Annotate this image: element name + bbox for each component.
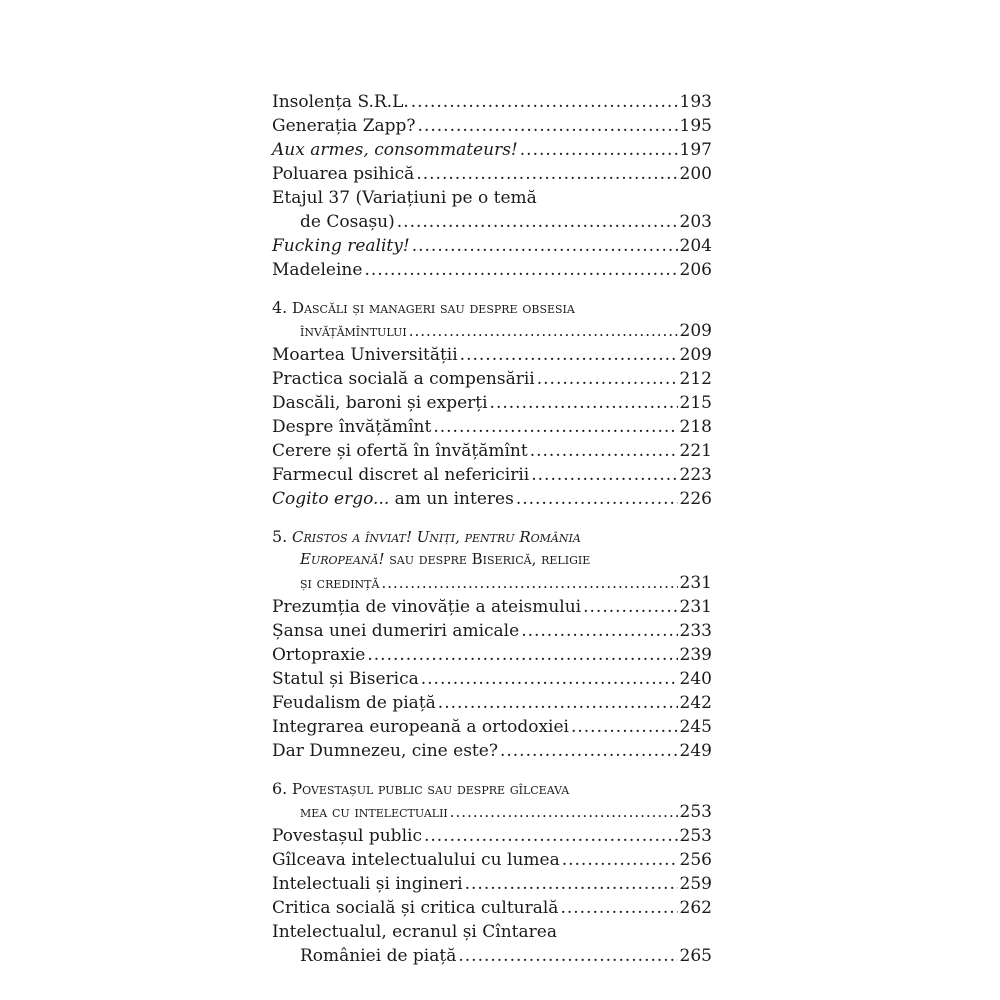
dot-leader: [530, 439, 678, 463]
entry-title: Ortopraxie: [272, 645, 366, 665]
section-title-line: mea cu intelectualii: [300, 803, 448, 821]
page-number: 256: [679, 850, 712, 870]
page-number: 197: [679, 140, 712, 160]
entry-title: Feudalism de piață: [272, 693, 436, 713]
section-heading: [272, 525, 712, 548]
section-title-line: învățămîntului: [300, 322, 407, 340]
dot-leader: [458, 944, 677, 968]
toc-entry: [272, 415, 712, 439]
page-number: 253: [679, 802, 712, 822]
entry-title: Integrarea europeană a ortodoxiei: [272, 717, 569, 737]
entry-title: Dascăli, baroni și experți: [272, 393, 488, 413]
page-number: 239: [679, 645, 712, 665]
dot-leader: [438, 691, 678, 715]
section-heading: [272, 296, 712, 319]
dot-leader: [412, 234, 678, 258]
toc-entry: [272, 848, 712, 872]
toc-entry: [272, 667, 712, 691]
dot-leader: [460, 343, 678, 367]
section-entry: [272, 800, 712, 824]
entry-title: Poluarea psihică: [272, 164, 415, 184]
entry-title: Moartea Universității: [272, 345, 458, 365]
section-number: 4.: [272, 298, 288, 317]
entry-title: Gîlceava intelectualului cu lumea: [272, 850, 560, 870]
dot-leader: [537, 367, 678, 391]
section-title-rest: sau despre Biserică, religie: [384, 550, 591, 568]
entry-title: Statul și Biserica: [272, 669, 419, 689]
page-number: 249: [679, 741, 712, 761]
section-title-line: Cristos a înviat! Uniți, pentru România: [292, 528, 581, 546]
page-number: 253: [679, 826, 712, 846]
toc-entry: [272, 619, 712, 643]
toc-entry: [272, 162, 712, 186]
page-number: 245: [679, 717, 712, 737]
toc-entry: [272, 715, 712, 739]
dot-leader: [450, 800, 678, 824]
toc-entry: [272, 343, 712, 367]
entry-title: Dar Dumnezeu, cine este?: [272, 741, 498, 761]
dot-leader: [421, 667, 678, 691]
toc-entry: [272, 595, 712, 619]
dot-leader: [571, 715, 678, 739]
page-number: 215: [679, 393, 712, 413]
section-title-line: Dascăli și manageri sau despre obsesia: [292, 299, 575, 317]
page-number: 203: [679, 212, 712, 232]
page-number: 200: [679, 164, 712, 184]
dot-leader: [416, 162, 677, 186]
section-number: 5.: [272, 527, 288, 546]
dot-leader: [520, 138, 678, 162]
entry-title-line: Etajul 37 (Variațiuni pe o temă: [272, 188, 537, 208]
dot-leader: [418, 114, 678, 138]
section-heading: [272, 777, 712, 800]
toc-entry: [272, 463, 712, 487]
toc-entry: [272, 210, 712, 234]
dot-leader: [397, 210, 678, 234]
entry-title: [272, 487, 514, 511]
page-number: 209: [679, 321, 712, 341]
page-number: 259: [679, 874, 712, 894]
entry-title: Critica socială și critica culturală: [272, 898, 559, 918]
dot-leader: [364, 258, 677, 282]
dot-leader: [424, 824, 678, 848]
entry-title: Generația Zapp?: [272, 116, 416, 136]
toc-entry: [272, 872, 712, 896]
entry-title: de Cosașu): [300, 212, 395, 232]
page-number: 265: [679, 946, 712, 966]
section-entry: [272, 319, 712, 343]
toc-entry: [272, 234, 712, 258]
section-title-line-row: [272, 548, 712, 571]
entry-title: României de piață: [300, 946, 457, 966]
page-number: 193: [679, 92, 712, 112]
dot-leader: [433, 415, 677, 439]
dot-leader: [381, 571, 677, 595]
table-of-contents: [272, 90, 712, 968]
toc-entry: [272, 90, 712, 114]
entry-title: Intelectuali și ingineri: [272, 874, 463, 894]
page-number: 195: [679, 116, 712, 136]
toc-entry: [272, 391, 712, 415]
entry-title: Practica socială a compensării: [272, 369, 535, 389]
entry-title: Povestașul public: [272, 826, 422, 846]
dot-leader: [500, 739, 678, 763]
toc-entry: [272, 439, 712, 463]
dot-leader: [409, 319, 678, 343]
entry-title-line: Intelectualul, ecranul și Cîntarea: [272, 922, 557, 942]
section-title-line: și credință: [300, 574, 380, 592]
dot-leader: [490, 391, 678, 415]
entry-title: Prezumția de vinovăție a ateismului: [272, 597, 582, 617]
toc-entry: [272, 114, 712, 138]
entry-title: Fucking reality!: [272, 236, 410, 256]
page-number: 233: [679, 621, 712, 641]
toc-entry: [272, 944, 712, 968]
toc-entry: [272, 138, 712, 162]
toc-entry: [272, 691, 712, 715]
entry-title: Farmecul discret al nefericirii: [272, 465, 530, 485]
toc-entry: [272, 739, 712, 763]
dot-leader: [583, 595, 677, 619]
page-number: 226: [679, 489, 712, 509]
dot-leader: [531, 463, 677, 487]
entry-title: Despre învățămînt: [272, 417, 432, 437]
dot-leader: [560, 896, 677, 920]
dot-leader: [411, 90, 678, 114]
page-number: 218: [679, 417, 712, 437]
toc-entry: [272, 258, 712, 282]
page-number: 221: [679, 441, 712, 461]
page-number: 223: [679, 465, 712, 485]
toc-entry: [272, 643, 712, 667]
dot-leader: [516, 487, 678, 511]
page-number: 242: [679, 693, 712, 713]
entry-title-rest: am un interes: [389, 489, 514, 509]
entry-title: Aux armes, consommateurs!: [272, 140, 518, 160]
toc-entry: [272, 487, 712, 511]
section-title-italic: Europeană!: [300, 550, 385, 568]
section-number: 6.: [272, 779, 288, 798]
entry-title-italic: Cogito ergo...: [272, 489, 390, 509]
entry-title: Șansa unei dumeriri amicale: [272, 621, 520, 641]
page-number: 231: [679, 573, 712, 593]
toc-entry: [272, 367, 712, 391]
page-number: 204: [679, 236, 712, 256]
dot-leader: [562, 848, 678, 872]
dot-leader: [465, 872, 678, 896]
page-number: 206: [679, 260, 712, 280]
toc-entry: [272, 824, 712, 848]
section-title-line: Povestașul public sau despre gîlceava: [292, 780, 570, 798]
dot-leader: [521, 619, 677, 643]
entry-title: Cerere și ofertă în învățămînt: [272, 441, 528, 461]
page-number: 209: [679, 345, 712, 365]
dot-leader: [367, 643, 677, 667]
page-number: 212: [679, 369, 712, 389]
page-number: 262: [679, 898, 712, 918]
section-entry: [272, 571, 712, 595]
entry-title: Madeleine: [272, 260, 363, 280]
page-number: 240: [679, 669, 712, 689]
entry-title: Insolența S.R.L.: [272, 92, 409, 112]
toc-entry: [272, 896, 712, 920]
page-number: 231: [679, 597, 712, 617]
